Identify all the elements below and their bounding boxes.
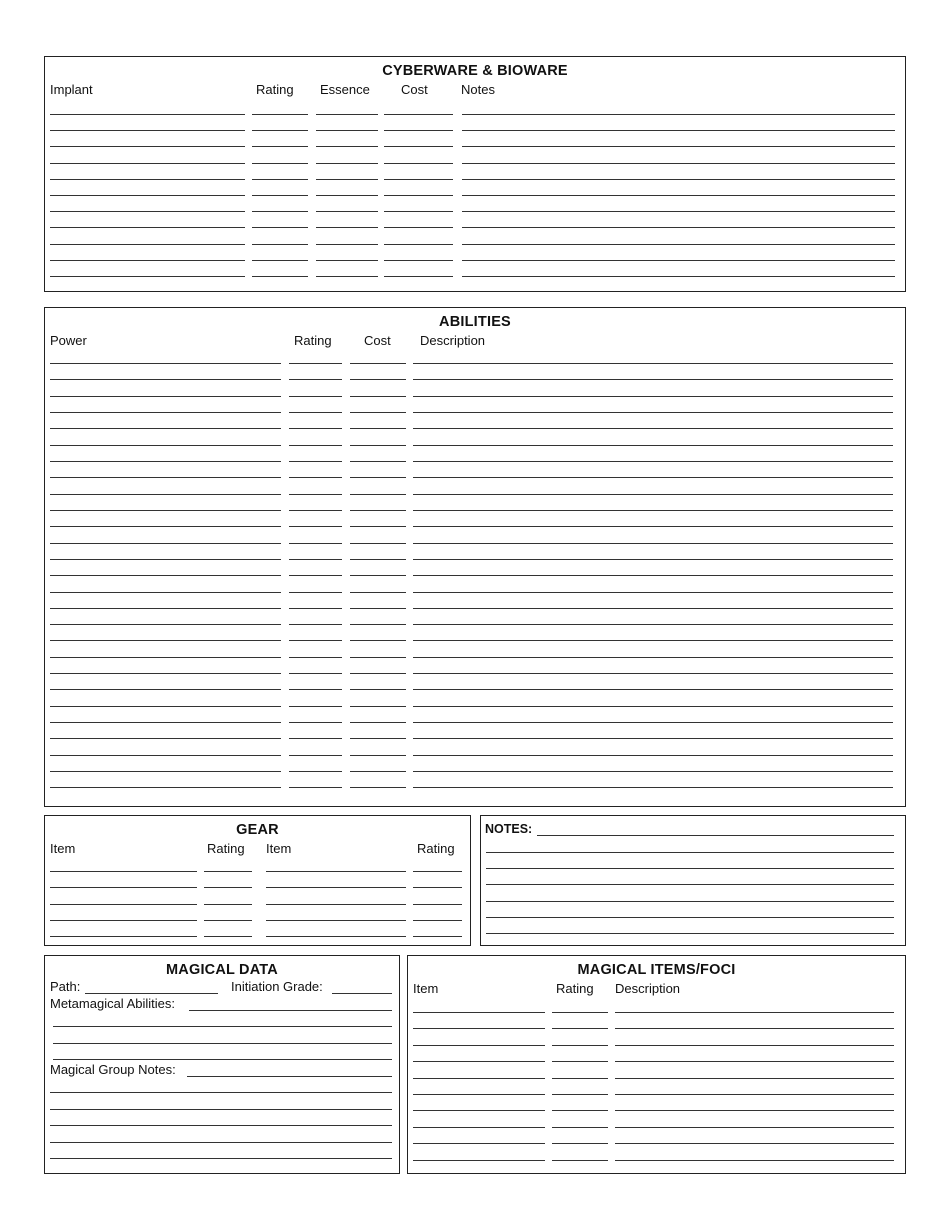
entry-line[interactable] <box>350 738 406 739</box>
entry-line[interactable] <box>50 412 281 413</box>
entry-line[interactable] <box>350 575 406 576</box>
entry-line[interactable] <box>413 871 462 872</box>
entry-line[interactable] <box>350 673 406 674</box>
entry-line[interactable] <box>50 526 281 527</box>
entry-line[interactable] <box>350 787 406 788</box>
entry-line[interactable] <box>50 114 245 115</box>
entry-line[interactable] <box>316 276 378 277</box>
entry-line[interactable] <box>413 624 893 625</box>
entry-line[interactable] <box>413 689 893 690</box>
entry-line[interactable] <box>384 179 453 180</box>
header-item: Item <box>50 841 76 856</box>
entry-line[interactable] <box>462 260 895 261</box>
entry-line[interactable] <box>266 887 406 888</box>
header-rating-2: Rating <box>417 841 455 856</box>
entry-line[interactable] <box>266 871 406 872</box>
entry-line[interactable] <box>50 575 281 576</box>
entry-line[interactable] <box>413 936 462 937</box>
entry-line[interactable] <box>289 640 342 641</box>
entry-line[interactable] <box>50 445 281 446</box>
entry-line[interactable] <box>413 477 893 478</box>
entry-line[interactable] <box>462 146 895 147</box>
entry-line[interactable] <box>350 771 406 772</box>
entry-line[interactable] <box>615 1110 894 1111</box>
entry-line[interactable] <box>350 494 406 495</box>
entry-line[interactable] <box>462 244 895 245</box>
entry-line[interactable] <box>50 477 281 478</box>
entry-line[interactable] <box>289 673 342 674</box>
header-power: Power <box>50 333 87 348</box>
entry-line[interactable] <box>413 608 893 609</box>
entry-line[interactable] <box>289 526 342 527</box>
gear-section <box>44 815 471 946</box>
header-implant: Implant <box>50 82 93 97</box>
entry-line[interactable] <box>53 1043 392 1044</box>
entry-line[interactable] <box>413 379 893 380</box>
entry-line[interactable] <box>289 477 342 478</box>
entry-line[interactable] <box>289 771 342 772</box>
entry-line[interactable] <box>50 510 281 511</box>
initiation-grade-label: Initiation Grade: <box>231 979 323 994</box>
entry-line[interactable] <box>50 787 281 788</box>
entry-line[interactable] <box>50 260 245 261</box>
entry-line[interactable] <box>350 379 406 380</box>
entry-line[interactable] <box>350 396 406 397</box>
entry-line[interactable] <box>50 130 245 131</box>
entry-line[interactable] <box>350 445 406 446</box>
entry-line[interactable] <box>53 1059 392 1060</box>
entry-line[interactable] <box>486 852 894 853</box>
entry-line[interactable] <box>486 868 894 869</box>
entry-line[interactable] <box>252 146 308 147</box>
entry-line[interactable] <box>204 887 252 888</box>
entry-line[interactable] <box>413 904 462 905</box>
entry-line[interactable] <box>350 526 406 527</box>
entry-line[interactable] <box>552 1127 608 1128</box>
entry-line[interactable] <box>384 211 453 212</box>
entry-line[interactable] <box>413 657 893 658</box>
entry-line[interactable] <box>552 1160 608 1161</box>
entry-line[interactable] <box>50 904 197 905</box>
entry-line[interactable] <box>50 559 281 560</box>
entry-line[interactable] <box>50 592 281 593</box>
entry-line[interactable] <box>50 738 281 739</box>
entry-line[interactable] <box>50 1109 392 1110</box>
entry-line[interactable] <box>413 1160 545 1161</box>
entry-line[interactable] <box>50 276 245 277</box>
entry-line[interactable] <box>462 227 895 228</box>
entry-line[interactable] <box>384 244 453 245</box>
entry-line[interactable] <box>316 244 378 245</box>
entry-line[interactable] <box>552 1094 608 1095</box>
header-rating: Rating <box>256 82 294 97</box>
entry-line[interactable] <box>289 787 342 788</box>
entry-line[interactable] <box>413 445 893 446</box>
entry-line[interactable] <box>552 1045 608 1046</box>
header-essence: Essence <box>320 82 370 97</box>
entry-line[interactable] <box>50 689 281 690</box>
entry-line[interactable] <box>413 1110 545 1111</box>
entry-line[interactable] <box>350 624 406 625</box>
entry-line[interactable] <box>289 494 342 495</box>
entry-line[interactable] <box>552 1012 608 1013</box>
entry-line[interactable] <box>384 114 453 115</box>
entry-line[interactable] <box>252 163 308 164</box>
entry-line[interactable] <box>50 227 245 228</box>
entry-line[interactable] <box>384 163 453 164</box>
entry-line[interactable] <box>289 396 342 397</box>
entry-line[interactable] <box>413 412 893 413</box>
entry-line[interactable] <box>486 901 894 902</box>
magical-group-notes-field[interactable] <box>187 1076 392 1077</box>
entry-line[interactable] <box>413 592 893 593</box>
entry-line[interactable] <box>252 276 308 277</box>
entry-line[interactable] <box>615 1094 894 1095</box>
entry-line[interactable] <box>252 195 308 196</box>
entry-line[interactable] <box>53 1026 392 1027</box>
entry-line[interactable] <box>316 163 378 164</box>
entry-line[interactable] <box>615 1127 894 1128</box>
entry-line[interactable] <box>413 673 893 674</box>
entry-line[interactable] <box>384 260 453 261</box>
entry-line[interactable] <box>50 363 281 364</box>
entry-line[interactable] <box>252 114 308 115</box>
entry-line[interactable] <box>289 461 342 462</box>
entry-line[interactable] <box>350 428 406 429</box>
entry-line[interactable] <box>289 624 342 625</box>
entry-line[interactable] <box>50 673 281 674</box>
entry-line[interactable] <box>50 871 197 872</box>
entry-line[interactable] <box>615 1160 894 1161</box>
header-description: Description <box>615 981 681 996</box>
entry-line[interactable] <box>289 657 342 658</box>
entry-line[interactable] <box>252 130 308 131</box>
entry-line[interactable] <box>350 363 406 364</box>
entry-line[interactable] <box>289 559 342 560</box>
entry-line[interactable] <box>350 461 406 462</box>
entry-line[interactable] <box>289 412 342 413</box>
entry-line[interactable] <box>615 1078 894 1079</box>
entry-line[interactable] <box>350 640 406 641</box>
entry-line[interactable] <box>50 624 281 625</box>
entry-line[interactable] <box>462 276 895 277</box>
entry-line[interactable] <box>289 755 342 756</box>
entry-line[interactable] <box>50 722 281 723</box>
entry-line[interactable] <box>413 1078 545 1079</box>
entry-line[interactable] <box>486 884 894 885</box>
entry-line[interactable] <box>50 211 245 212</box>
entry-line[interactable] <box>413 1061 545 1062</box>
entry-line[interactable] <box>50 428 281 429</box>
entry-line[interactable] <box>350 543 406 544</box>
entry-line[interactable] <box>289 592 342 593</box>
entry-line[interactable] <box>204 904 252 905</box>
entry-line[interactable] <box>384 146 453 147</box>
entry-line[interactable] <box>486 933 894 934</box>
entry-line[interactable] <box>289 608 342 609</box>
entry-line[interactable] <box>266 936 406 937</box>
entry-line[interactable] <box>289 722 342 723</box>
header-description: Description <box>420 333 486 348</box>
entry-line[interactable] <box>316 146 378 147</box>
entry-line[interactable] <box>50 608 281 609</box>
entry-line[interactable] <box>413 1127 545 1128</box>
entry-line[interactable] <box>350 689 406 690</box>
notes-section <box>480 815 906 946</box>
entry-line[interactable] <box>615 1012 894 1013</box>
entry-line[interactable] <box>50 543 281 544</box>
entry-line[interactable] <box>50 920 197 921</box>
entry-line[interactable] <box>350 592 406 593</box>
entry-line[interactable] <box>204 871 252 872</box>
entry-line[interactable] <box>413 887 462 888</box>
path-label: Path: <box>50 979 81 994</box>
entry-line[interactable] <box>350 706 406 707</box>
header-cost: Cost <box>401 82 428 97</box>
header-cost: Cost <box>364 333 391 348</box>
gear-title: GEAR <box>236 822 279 838</box>
entry-line[interactable] <box>350 657 406 658</box>
entry-line[interactable] <box>486 917 894 918</box>
entry-line[interactable] <box>50 461 281 462</box>
header-notes: Notes <box>461 82 495 97</box>
entry-line[interactable] <box>316 195 378 196</box>
entry-line[interactable] <box>50 379 281 380</box>
abilities-title: ABILITIES <box>439 314 511 330</box>
entry-line[interactable] <box>289 689 342 690</box>
entry-line[interactable] <box>413 1012 545 1013</box>
entry-line[interactable] <box>50 755 281 756</box>
entry-line[interactable] <box>50 494 281 495</box>
entry-line[interactable] <box>384 227 453 228</box>
entry-line[interactable] <box>252 227 308 228</box>
entry-line[interactable] <box>350 608 406 609</box>
entry-line[interactable] <box>252 211 308 212</box>
entry-line[interactable] <box>289 575 342 576</box>
entry-line[interactable] <box>413 543 893 544</box>
entry-line[interactable] <box>615 1061 894 1062</box>
entry-line[interactable] <box>615 1028 894 1029</box>
entry-line[interactable] <box>413 722 893 723</box>
entry-line[interactable] <box>413 428 893 429</box>
entry-line[interactable] <box>413 396 893 397</box>
entry-line[interactable] <box>50 1092 392 1093</box>
entry-line[interactable] <box>50 887 197 888</box>
magical-items-title: MAGICAL ITEMS/FOCI <box>577 962 736 978</box>
entry-line[interactable] <box>289 738 342 739</box>
entry-line[interactable] <box>316 227 378 228</box>
header-item: Item <box>413 981 439 996</box>
entry-line[interactable] <box>266 904 406 905</box>
entry-line[interactable] <box>384 195 453 196</box>
magical-group-notes-label: Magical Group Notes: <box>50 1062 176 1077</box>
entry-line[interactable] <box>413 706 893 707</box>
entry-line[interactable] <box>50 195 245 196</box>
entry-line[interactable] <box>462 179 895 180</box>
header-item-2: Item <box>266 841 292 856</box>
entry-line[interactable] <box>252 260 308 261</box>
entry-line[interactable] <box>316 260 378 261</box>
entry-line[interactable] <box>413 1143 545 1144</box>
entry-line[interactable] <box>413 559 893 560</box>
entry-line[interactable] <box>413 1094 545 1095</box>
initiation-grade-field[interactable] <box>332 993 392 994</box>
entry-line[interactable] <box>289 428 342 429</box>
entry-line[interactable] <box>204 920 252 921</box>
entry-line[interactable] <box>50 640 281 641</box>
entry-line[interactable] <box>615 1045 894 1046</box>
entry-line[interactable] <box>413 510 893 511</box>
header-rating: Rating <box>556 981 594 996</box>
entry-line[interactable] <box>350 755 406 756</box>
entry-line[interactable] <box>413 575 893 576</box>
entry-line[interactable] <box>252 244 308 245</box>
entry-line[interactable] <box>252 179 308 180</box>
entry-line[interactable] <box>316 114 378 115</box>
entry-line[interactable] <box>384 276 453 277</box>
entry-line[interactable] <box>266 920 406 921</box>
metamagical-abilities-label: Metamagical Abilities: <box>50 996 175 1011</box>
entry-line[interactable] <box>552 1143 608 1144</box>
entry-line[interactable] <box>316 130 378 131</box>
entry-line[interactable] <box>289 379 342 380</box>
magical-data-title: MAGICAL DATA <box>166 962 278 978</box>
path-field[interactable] <box>85 993 218 994</box>
entry-line[interactable] <box>462 163 895 164</box>
entry-line[interactable] <box>413 1028 545 1029</box>
entry-line[interactable] <box>289 706 342 707</box>
entry-line[interactable] <box>50 1125 392 1126</box>
entry-line[interactable] <box>50 657 281 658</box>
entry-line[interactable] <box>289 543 342 544</box>
entry-line[interactable] <box>413 738 893 739</box>
entry-line[interactable] <box>413 920 462 921</box>
entry-line[interactable] <box>316 211 378 212</box>
abilities-section <box>44 307 906 807</box>
entry-line[interactable] <box>462 211 895 212</box>
entry-line[interactable] <box>413 755 893 756</box>
entry-line[interactable] <box>289 445 342 446</box>
entry-line[interactable] <box>615 1143 894 1144</box>
entry-line[interactable] <box>413 787 893 788</box>
entry-line[interactable] <box>50 396 281 397</box>
entry-line[interactable] <box>50 936 197 937</box>
entry-line[interactable] <box>350 412 406 413</box>
entry-line[interactable] <box>50 244 245 245</box>
entry-line[interactable] <box>413 363 893 364</box>
entry-line[interactable] <box>552 1028 608 1029</box>
entry-line[interactable] <box>50 163 245 164</box>
notes-label: NOTES: <box>485 822 533 836</box>
cyberware-section <box>44 56 906 292</box>
entry-line[interactable] <box>50 179 245 180</box>
entry-line[interactable] <box>50 706 281 707</box>
entry-line[interactable] <box>350 559 406 560</box>
entry-line[interactable] <box>50 146 245 147</box>
entry-line[interactable] <box>204 936 252 937</box>
notes-line[interactable] <box>537 835 894 836</box>
magical-items-section <box>407 955 906 1174</box>
magical-data-section <box>44 955 400 1174</box>
entry-line[interactable] <box>462 130 895 131</box>
metamagical-abilities-field[interactable] <box>189 1010 392 1011</box>
entry-line[interactable] <box>384 130 453 131</box>
entry-line[interactable] <box>316 179 378 180</box>
entry-line[interactable] <box>50 1142 392 1143</box>
entry-line[interactable] <box>50 771 281 772</box>
entry-line[interactable] <box>350 477 406 478</box>
header-rating: Rating <box>207 841 245 856</box>
entry-line[interactable] <box>413 494 893 495</box>
entry-line[interactable] <box>350 722 406 723</box>
entry-line[interactable] <box>462 114 895 115</box>
entry-line[interactable] <box>413 461 893 462</box>
entry-line[interactable] <box>289 510 342 511</box>
entry-line[interactable] <box>413 771 893 772</box>
entry-line[interactable] <box>50 1158 392 1159</box>
header-rating: Rating <box>294 333 332 348</box>
entry-line[interactable] <box>413 526 893 527</box>
entry-line[interactable] <box>413 1045 545 1046</box>
entry-line[interactable] <box>413 640 893 641</box>
entry-line[interactable] <box>289 363 342 364</box>
entry-line[interactable] <box>552 1061 608 1062</box>
entry-line[interactable] <box>552 1110 608 1111</box>
cyberware-title: CYBERWARE & BIOWARE <box>382 63 568 79</box>
entry-line[interactable] <box>350 510 406 511</box>
entry-line[interactable] <box>552 1078 608 1079</box>
entry-line[interactable] <box>462 195 895 196</box>
